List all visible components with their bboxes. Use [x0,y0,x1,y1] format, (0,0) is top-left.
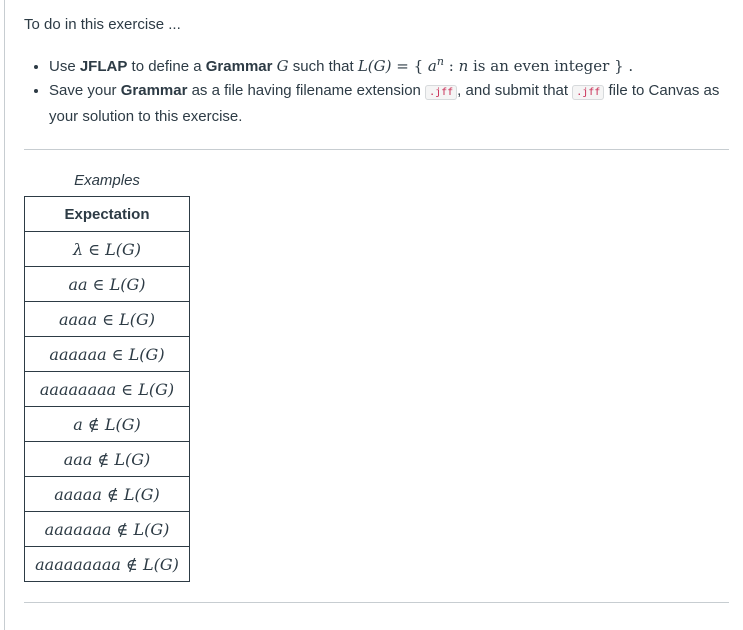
table-cell [25,547,190,582]
word: aaaaaaaa [39,379,117,399]
text-segment: Save your [49,82,121,99]
word: aaaaaa [49,344,107,364]
word: aaaa [58,309,98,329]
table-cell [25,407,190,442]
intro-text: To do in this exercise ... [24,16,181,33]
math-close: } . [609,57,634,75]
language: L(G) [128,344,165,364]
language: L(G) [133,519,170,539]
math-equals: = { [391,57,428,75]
word: aaaaaaaaa [35,554,121,574]
divider [24,149,729,150]
table-row [25,267,190,302]
grammar-label: Grammar [205,58,273,75]
language: L(G) [105,239,142,259]
relation: ∈ [116,379,139,399]
file-extension-code: .jff [572,85,604,100]
text-segment: , and submit that [457,82,573,99]
text-segment: as a file having filename extension [187,82,426,99]
examples-table [24,196,190,582]
table-row [25,232,190,267]
relation: ∈ [87,274,110,294]
language: L(G) [138,379,175,399]
table-cell [25,232,190,267]
relation: ∉ [111,519,134,539]
language: L(G) [123,484,160,504]
left-border [4,0,5,630]
language: L(G) [142,554,179,574]
relation: ∈ [97,309,120,329]
language: L(G) [119,309,156,329]
language: L(G) [109,274,146,294]
task-list [24,50,729,129]
word: aaaaaaa [44,519,112,539]
examples-caption: Examples [74,172,140,189]
table-cell [25,337,190,372]
table-row [25,372,190,407]
relation: ∉ [120,554,143,574]
table-row [25,477,190,512]
table-cell [25,477,190,512]
task-item-define-grammar [49,50,729,79]
table-header-row [25,197,190,232]
math-n: n [458,57,469,75]
table-row [25,547,190,582]
math-lg: L(G) [357,57,392,75]
table-header-expectation: Expectation [25,197,190,232]
table-cell [25,372,190,407]
table-row [25,512,190,547]
relation: ∈ [83,239,106,259]
table-row [25,442,190,477]
relation: ∉ [92,449,115,469]
table-cell [25,442,190,477]
math-a: a [427,57,437,75]
divider [24,602,729,603]
table-cell [25,512,190,547]
math-colon: : [443,57,459,75]
table-row [25,302,190,337]
table-cell [25,302,190,337]
text-segment: file to Canvas as your solution to this exercise. [49,82,720,125]
task-item-submit [49,79,729,129]
relation: ∉ [101,484,124,504]
math-description: is an even integer [468,57,610,75]
text-segment: Use [49,58,80,75]
exercise-content [24,14,729,603]
math-g: G [276,57,289,75]
language: L(G) [104,414,141,434]
examples-section [24,170,729,582]
language: L(G) [114,449,151,469]
relation: ∉ [82,414,105,434]
text-segment: to define a [127,58,206,75]
grammar-label: Grammar [120,82,188,99]
table-row [25,407,190,442]
word: λ [72,239,84,259]
relation: ∈ [106,344,129,364]
table-row [25,337,190,372]
file-extension-code: .jff [425,85,457,100]
word: aa [68,274,88,294]
word: aaaaa [54,484,102,504]
jflap-label: JFLAP [79,58,128,75]
table-cell [25,267,190,302]
math-exponent: n [436,55,444,68]
word: aaa [63,449,93,469]
word: a [73,414,83,434]
text-segment: such that [288,58,358,75]
